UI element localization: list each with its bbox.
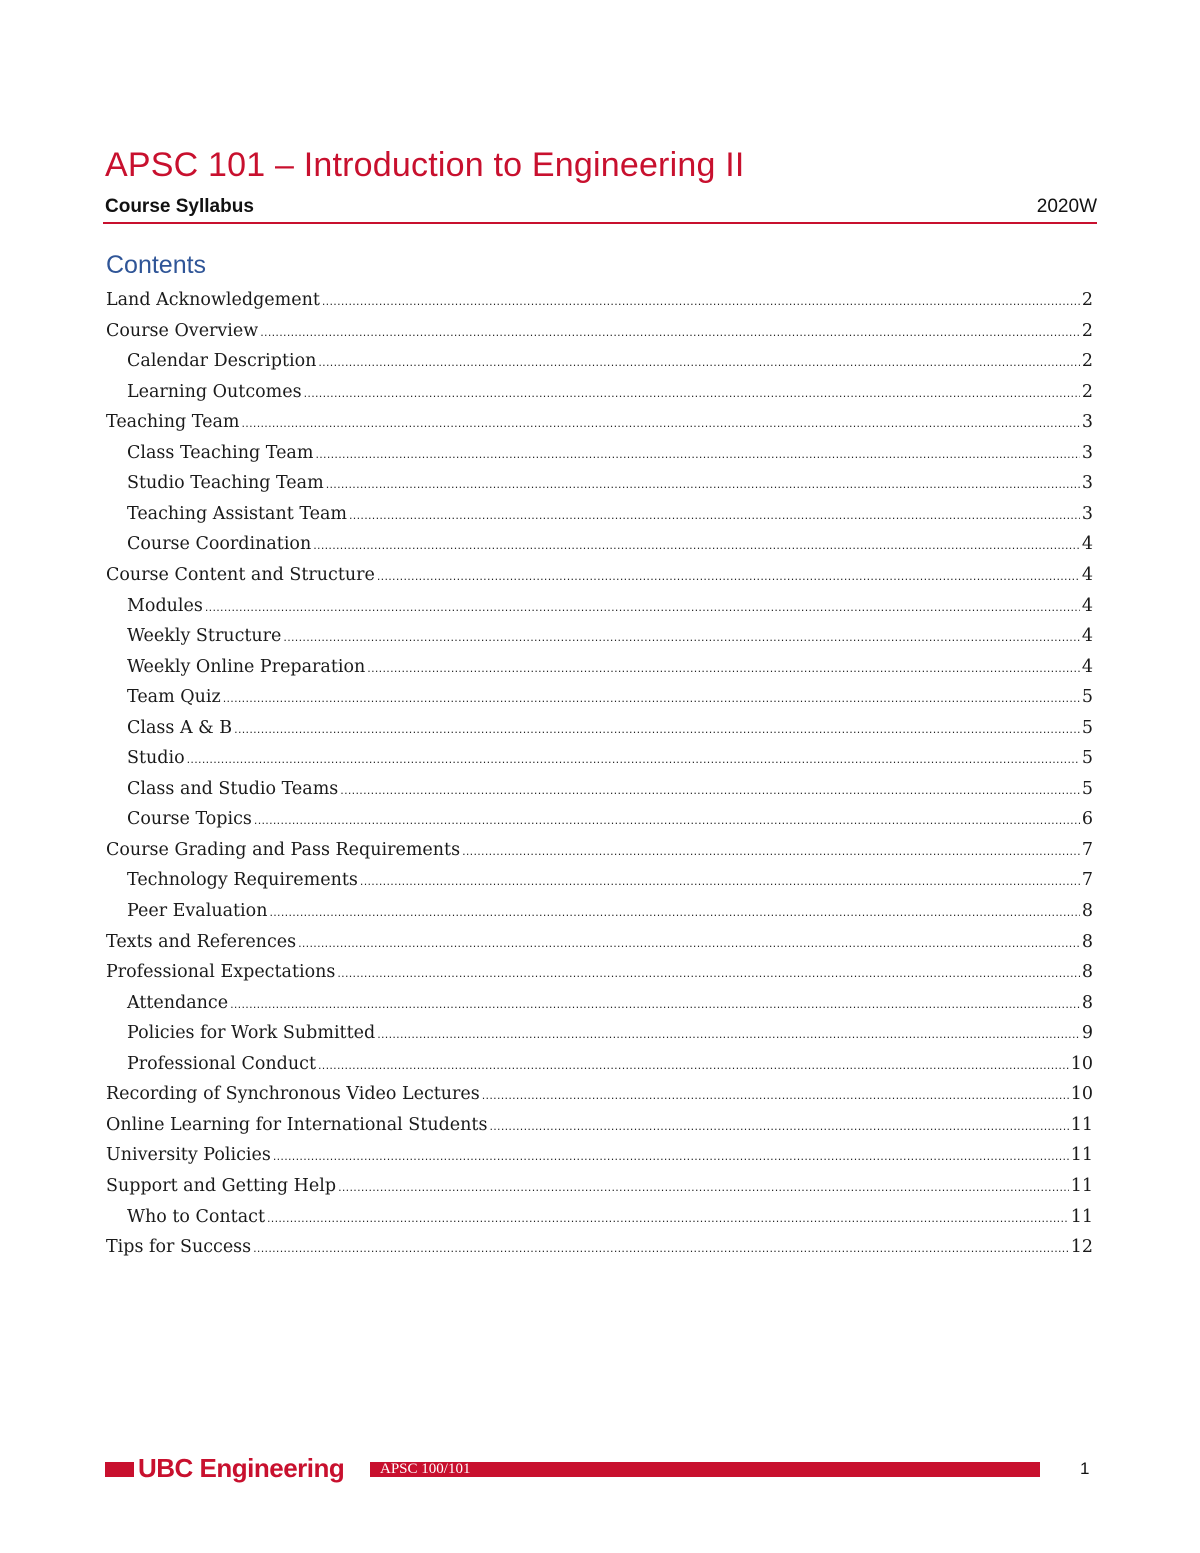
toc-dot-leader [360, 875, 1080, 888]
toc-dot-leader [482, 1089, 1069, 1102]
toc-entry-page: 3 [1081, 412, 1093, 433]
toc-entry-label: Class Teaching Team [127, 442, 314, 463]
toc-entry-page: 4 [1081, 564, 1093, 585]
toc-entry-label: Studio [127, 748, 185, 769]
toc-dot-leader [377, 570, 1080, 583]
toc-entry-page: 12 [1070, 1237, 1093, 1258]
toc-entry-label: Professional Expectations [106, 962, 336, 983]
toc-entry-page: 8 [1081, 931, 1093, 952]
toc-entry-page: 5 [1081, 717, 1093, 738]
page-number: 1 [1080, 1459, 1090, 1478]
footer-course-bar [370, 1462, 1040, 1477]
toc-entry-page: 3 [1081, 442, 1093, 463]
toc-entry-page: 3 [1081, 503, 1093, 524]
page-footer [105, 1453, 1095, 1485]
toc-entry-page: 11 [1070, 1114, 1093, 1135]
toc-entry-page: 5 [1081, 778, 1093, 799]
toc-dot-leader [187, 753, 1080, 766]
toc-dot-leader [326, 478, 1080, 491]
toc-dot-leader [283, 631, 1079, 644]
toc-dot-leader [273, 1150, 1069, 1163]
toc-dot-leader [322, 295, 1080, 308]
toc-entry[interactable] [106, 1115, 1093, 1145]
toc-entry-label: Class and Studio Teams [127, 778, 339, 799]
toc-entry[interactable] [106, 412, 1093, 442]
toc-entry-label: Attendance [127, 992, 229, 1013]
toc-dot-leader [304, 387, 1080, 400]
toc-entry[interactable] [106, 1084, 1093, 1114]
toc-entry[interactable] [106, 962, 1093, 992]
toc-entry[interactable] [106, 1237, 1093, 1267]
toc-dot-leader [377, 1028, 1080, 1041]
toc-entry[interactable] [127, 351, 1093, 381]
toc-entry[interactable] [106, 932, 1093, 962]
toc-entry-page: 7 [1081, 870, 1093, 891]
toc-entry-label: Support and Getting Help [106, 1175, 337, 1196]
toc-entry-label: Land Acknowledgement [106, 290, 320, 310]
toc-entry[interactable] [127, 657, 1093, 687]
toc-dot-leader [205, 601, 1080, 614]
toc-dot-leader [242, 417, 1080, 430]
toc-entry-page: 5 [1081, 687, 1093, 708]
toc-entry-page: 4 [1081, 656, 1093, 677]
toc-entry-page: 7 [1081, 839, 1093, 860]
toc-entry-label: Recording of Synchronous Video Lectures [106, 1084, 480, 1105]
toc-entry[interactable] [127, 993, 1093, 1023]
toc-entry[interactable] [127, 1023, 1093, 1053]
toc-entry-label: Course Topics [127, 809, 252, 830]
toc-entry-page: 8 [1081, 962, 1093, 983]
toc-dot-leader [337, 967, 1080, 980]
toc-dot-leader [253, 1242, 1069, 1255]
toc-entry-label: Modules [127, 595, 203, 616]
toc-entry-label: Course Grading and Pass Requirements [106, 839, 461, 860]
document-term: 2020W [1036, 196, 1097, 217]
toc-entry[interactable] [127, 534, 1093, 564]
toc-entry-page: 2 [1081, 381, 1093, 402]
toc-entry-label: Course Overview [106, 320, 259, 341]
toc-entry[interactable] [127, 443, 1093, 473]
toc-dot-leader [318, 1059, 1069, 1072]
toc-entry-label: Teaching Team [106, 412, 240, 433]
toc-entry-label: Online Learning for International Students [106, 1114, 488, 1135]
toc-entry-label: Professional Conduct [127, 1053, 316, 1074]
toc-entry-page: 4 [1081, 595, 1093, 616]
toc-entry-page: 4 [1081, 534, 1093, 555]
subtitle-row [105, 196, 1097, 218]
toc-entry-label: Tips for Success [106, 1237, 252, 1258]
toc-dot-leader [338, 1181, 1069, 1194]
toc-entry[interactable] [127, 1207, 1093, 1237]
toc-entry-page: 10 [1070, 1053, 1093, 1074]
toc-entry-page: 3 [1081, 473, 1093, 494]
toc-entry-page: 2 [1081, 320, 1093, 341]
toc-entry-label: Weekly Structure [127, 626, 282, 647]
toc-entry-page: 8 [1081, 992, 1093, 1013]
toc-entry[interactable] [127, 687, 1093, 717]
toc-dot-leader [269, 906, 1079, 919]
toc-dot-leader [489, 1120, 1068, 1133]
toc-entry-label: Teaching Assistant Team [127, 503, 348, 524]
toc-entry[interactable] [127, 779, 1093, 809]
toc-entry[interactable] [127, 718, 1093, 748]
toc-dot-leader [260, 326, 1080, 339]
toc-entry[interactable] [127, 596, 1093, 626]
toc-entry[interactable] [127, 870, 1093, 900]
toc-entry[interactable] [127, 626, 1093, 656]
title-divider [103, 222, 1097, 224]
toc-entry-page: 11 [1070, 1145, 1093, 1166]
toc-entry[interactable] [106, 1145, 1093, 1175]
toc-dot-leader [234, 723, 1080, 736]
toc-entry[interactable] [127, 809, 1093, 839]
toc-entry-page: 8 [1081, 901, 1093, 921]
document-subtitle: Course Syllabus [105, 196, 254, 217]
toc-dot-leader [318, 356, 1079, 369]
footer-red-block [105, 1462, 134, 1477]
toc-entry-page: 5 [1081, 748, 1093, 769]
toc-entry-label: Technology Requirements [127, 870, 358, 891]
toc-entry[interactable] [127, 504, 1093, 534]
toc-dot-leader [315, 448, 1079, 461]
toc-entry-label: Texts and References [106, 931, 297, 952]
toc-entry[interactable] [106, 565, 1093, 595]
toc-entry-page: 10 [1070, 1084, 1093, 1105]
toc-entry[interactable] [127, 748, 1093, 778]
toc-entry-label: Course Content and Structure [106, 564, 375, 585]
toc-entry-label: Calendar Description [127, 351, 317, 372]
toc-entry-label: Peer Evaluation [127, 901, 268, 921]
toc-entry-label: Learning Outcomes [127, 381, 302, 402]
toc-dot-leader [254, 814, 1080, 827]
toc-entry[interactable] [106, 840, 1093, 870]
toc-dot-leader [313, 539, 1080, 552]
toc-entry-label: Course Coordination [127, 534, 312, 555]
toc-dot-leader [223, 692, 1080, 705]
toc-dot-leader [340, 784, 1080, 797]
toc-entry-page: 9 [1081, 1023, 1093, 1044]
ubc-engineering-logo: UBC Engineering [138, 1453, 345, 1483]
toc-entry[interactable] [106, 321, 1093, 351]
toc-entry-page: 4 [1081, 626, 1093, 647]
toc-entry[interactable] [127, 473, 1093, 503]
toc-entry[interactable] [127, 901, 1093, 931]
contents-heading: Contents [106, 251, 207, 279]
toc-entry-label: Who to Contact [127, 1206, 265, 1227]
toc-dot-leader [462, 845, 1080, 858]
toc-entry-page: 2 [1081, 351, 1093, 372]
toc-entry-label: Policies for Work Submitted [127, 1023, 376, 1044]
toc-dot-leader [367, 662, 1080, 675]
toc-entry-page: 11 [1070, 1206, 1093, 1227]
toc-entry-label: Weekly Online Preparation [127, 656, 366, 677]
toc-entry-label: Studio Teaching Team [127, 473, 324, 494]
toc-entry-label: University Policies [106, 1145, 271, 1166]
toc-dot-leader [298, 937, 1080, 950]
toc-entry[interactable] [127, 382, 1093, 412]
toc-dot-leader [349, 509, 1080, 522]
toc-dot-leader [267, 1212, 1069, 1225]
toc-entry[interactable] [106, 290, 1093, 320]
toc-entry[interactable] [106, 1176, 1093, 1206]
toc-entry[interactable] [127, 1054, 1093, 1084]
document-title: APSC 101 – Introduction to Engineering II [105, 146, 745, 184]
toc-entry-page: 11 [1070, 1175, 1093, 1196]
toc-entry-page: 2 [1081, 290, 1093, 310]
toc-entry-label: Class A & B [127, 717, 233, 738]
toc-entry-page: 6 [1081, 809, 1093, 830]
toc-dot-leader [230, 998, 1080, 1011]
toc-entry-label: Team Quiz [127, 687, 221, 708]
footer-course-code: APSC 100/101 [380, 1461, 471, 1477]
